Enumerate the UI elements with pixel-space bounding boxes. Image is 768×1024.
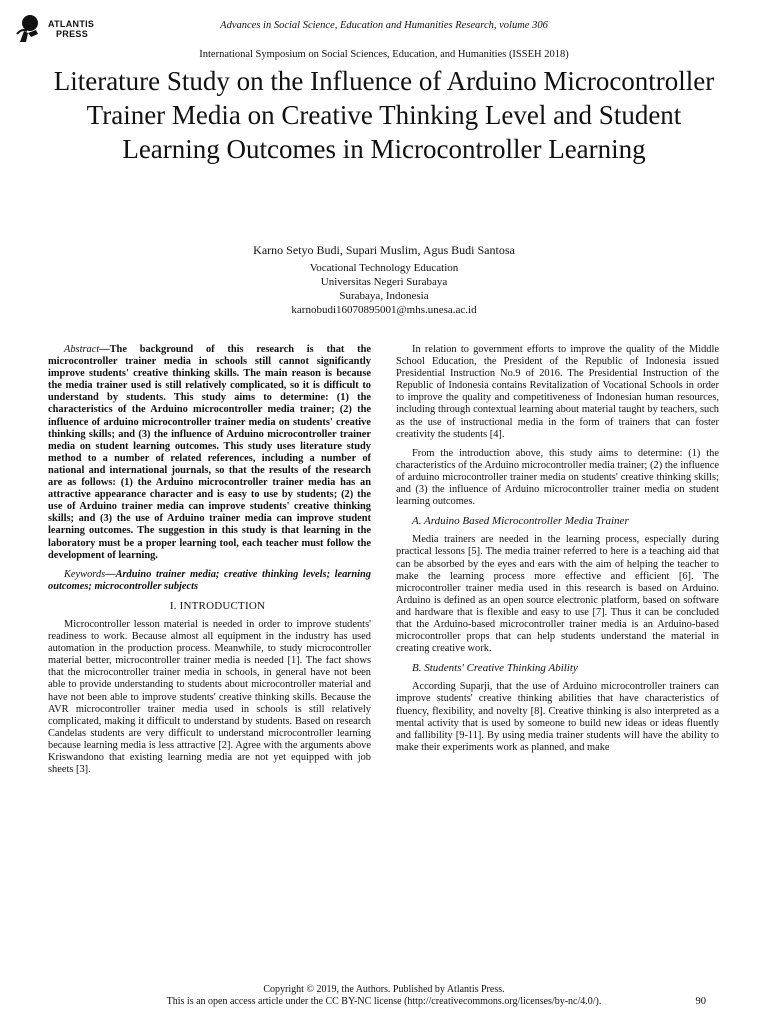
paragraph: From the introduction above, this study aims to determine: (1) the characteristics of the Arduino microcontroller media trainer; (2) the influence of arduino microcontroller trainer media on students' creative thinking skills; and (3) the influence of Arduino microcontroller trainer media on student learning outcomes. [396,447,719,508]
subsection-heading-a: A. Arduino Based Microcontroller Media Trainer [412,515,629,528]
paper-title: Literature Study on the Influence of Arduino Microcontroller Trainer Media on Creative Thinking Level and Student Learning Outcomes in Microcontroller Learning [53,66,715,164]
keywords [48,569,371,593]
page-number: 90 [695,996,706,1007]
paragraph: Microcontroller lesson material is needed in order to improve students' readiness to work. Because almost all equipment in the industry has used automation in the production process. Meanwhile, to study microcontroller material better, microcontroller trainer media is needed [1]. The fact shows that the microcontroller trainer media in schools, in general have not been able to provide understanding to students about microcontroller material and have not been able to improve students' creative thinking skills. Because the AVR microcontroller trainer media used in schools is still relatively complicated, making it difficult to understand by students. Based on research Candelas students are very difficult to understand microcontroller learning because learning media is less attractive [2]. Agree with the arguments above Kriswandono that existing learning media are not yet equipped with job sheets [3]. [48,618,371,776]
abstract [48,344,371,562]
affiliation-location: Surabaya, Indonesia [339,290,429,302]
abstract-lead: Abstract [64,344,100,355]
section-heading-introduction: I. INTRODUCTION [169,599,266,612]
page-footer [0,984,768,1008]
paragraph: Media trainers are needed in the learning process, especially during practical lessons [5]. The media trainer referred to here is a teaching aid that can be absorbed by the eyes and ears with the aim of helping the teacher to make the learning process more effective and efficient [6]. The microcontroller trainer media used in this research is based on Arduino. Arduino is defined as an open source electronic platform, based on software and hardware that is flexible and easy to use [7]. Thus it can be concluded that the Arduino-based microcontroller trainer media is an Arduino-based microcontroller props that can help students understand the material in creating creative work. [396,534,719,655]
affiliation-university: Universitas Negeri Surabaya [320,276,448,288]
subsection-heading-b: B. Students' Creative Thinking Ability [412,662,578,675]
license-line: This is an open access article under the CC BY-NC license (http://creativecommons.org/licenses/by-nc/4.0/). [166,996,602,1007]
affiliation-department: Vocational Technology Education [309,262,459,274]
left-column [48,344,371,783]
abstract-text: —The background of this research is that the microcontroller trainer media in schools still cannot significantly improve students' creative thinking skills. The main reason is because the media trainer used is still relatively complicated, so it is difficult to understand by students. This study aims to determine: (1) the characteristics of the Arduino microcontroller media trainer; (2) the influence of arduino microcontroller trainer media on students' creative thinking skills; and (3) the influence of Arduino microcontroller trainer media on student learning outcomes. This study uses literature study method to a number of related references, including a number of national and international journals, so that the results of the research are as follows: (1) the Arduino microcontroller trainer media has an attractive appearance character and is easy to use by students; (2) the use of Arduino trainer media can improve students' creative thinking skills; and (3) the use of Arduino trainer media can improve student learning outcomes. The suggestion in this study is that learning in the laboratory must be a proper learning tool, each teacher must follow the development of learning. [48,344,371,561]
keywords-lead: Keywords [64,568,106,580]
publisher-name: ATLANTIS PRESS [48,19,95,39]
paragraph: In relation to government efforts to improve the quality of the Middle School Education, the President of the Republic of Indonesia issued Presidential Instruction No.9 of 2016. The Presidential Instruction of the Republic of Indonesia contains Revitalization of Vocational Schools in order to improve the quality and competitiveness of Indonesian human resources, including through contextual learning about material taught by teachers, such as the use of instructional media in the form of trainers that can foster creativity the students [4]. [396,344,719,440]
conference-header: International Symposium on Social Sciences, Education, and Humanities (ISSEH 2018) [199,49,569,60]
series-header: Advances in Social Science, Education and Humanities Research, volume 306 [220,20,548,31]
author-affiliation [0,261,768,317]
copyright-line: Copyright © 2019, the Authors. Published by Atlantis Press. [263,984,505,995]
right-column [396,344,719,761]
paper-authors: Karno Setyo Budi, Supari Muslim, Agus Budi Santosa [253,243,515,257]
keywords-text: —Arduino trainer media; creative thinking levels; learning outcomes; microcontroller subjects [48,568,371,592]
paragraph: According Suparji, that the use of Arduino microcontroller trainers can improve students' creative thinking abilities that have characteristics of fluency, flexibility, and novelty [8]. Creative thinking is also interpreted as a mental activity that is used by someone to build new ideas or ideas fluently and fallibility [9-11]. By using media trainer students will have the ability to make their experiments work as planned, and make [396,681,719,753]
author-email: karnobudi16070895001@mhs.unesa.ac.id [291,304,477,316]
